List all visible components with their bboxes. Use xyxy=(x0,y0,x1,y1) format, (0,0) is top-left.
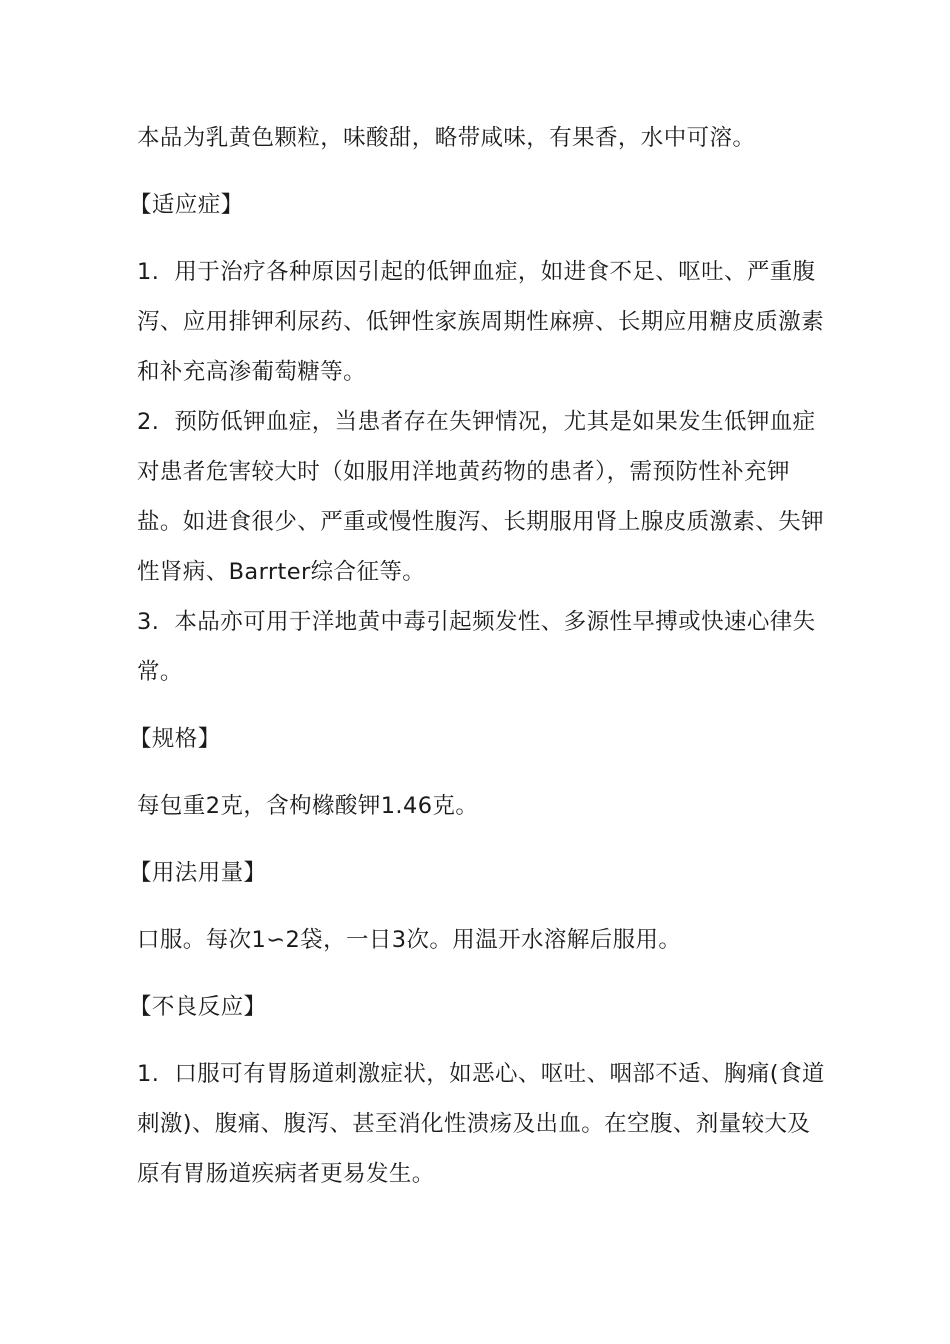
indication-item-1: 1. 用于治疗各种原因引起的低钾血症，如进食不足、呕吐、严重腹泻、应用排钾利尿药、低钾性家族周期性麻痹、长期应用糖皮质激素和补充高渗葡萄糖等。 xyxy=(137,259,825,385)
specification-heading: 【规格】 xyxy=(129,726,221,752)
dosage-heading: 【用法用量】 xyxy=(129,860,267,886)
adverse-reaction-item-1: 1. 口服可有胃肠道刺激症状，如恶心、呕吐、咽部不适、胸痛(食道刺激)、腹痛、腹泻、甚至消化性溃疡及出血。在空腹、剂量较大及原有胃肠道疾病者更易发生。 xyxy=(137,1061,825,1187)
specification-text: 每包重2克，含枸橼酸钾1.46克。 xyxy=(137,793,479,819)
indication-item-3: 3. 本品亦可用于洋地黄中毒引起频发性、多源性早搏或快速心律失常。 xyxy=(137,609,816,685)
document-page xyxy=(129,113,827,1199)
adverse-reactions-heading: 【不良反应】 xyxy=(129,994,267,1020)
dosage-text: 口服。每次1∽2袋，一日3次。用温开水溶解后服用。 xyxy=(137,927,682,953)
indication-item-2: 2. 预防低钾血症，当患者存在失钾情况，尤其是如果发生低钾血症对患者危害较大时（如服用洋地黄药物的患者），需预防性补充钾盐。如进食很少、严重或慢性腹泻、长期服用肾上腺皮质激素、失钾性肾病、Barrter综合征等。 xyxy=(137,409,825,585)
product-description: 本品为乳黄色颗粒，味酸甜，略带咸味，有果香，水中可溶。 xyxy=(137,125,756,151)
indications-heading: 【适应症】 xyxy=(129,192,244,218)
